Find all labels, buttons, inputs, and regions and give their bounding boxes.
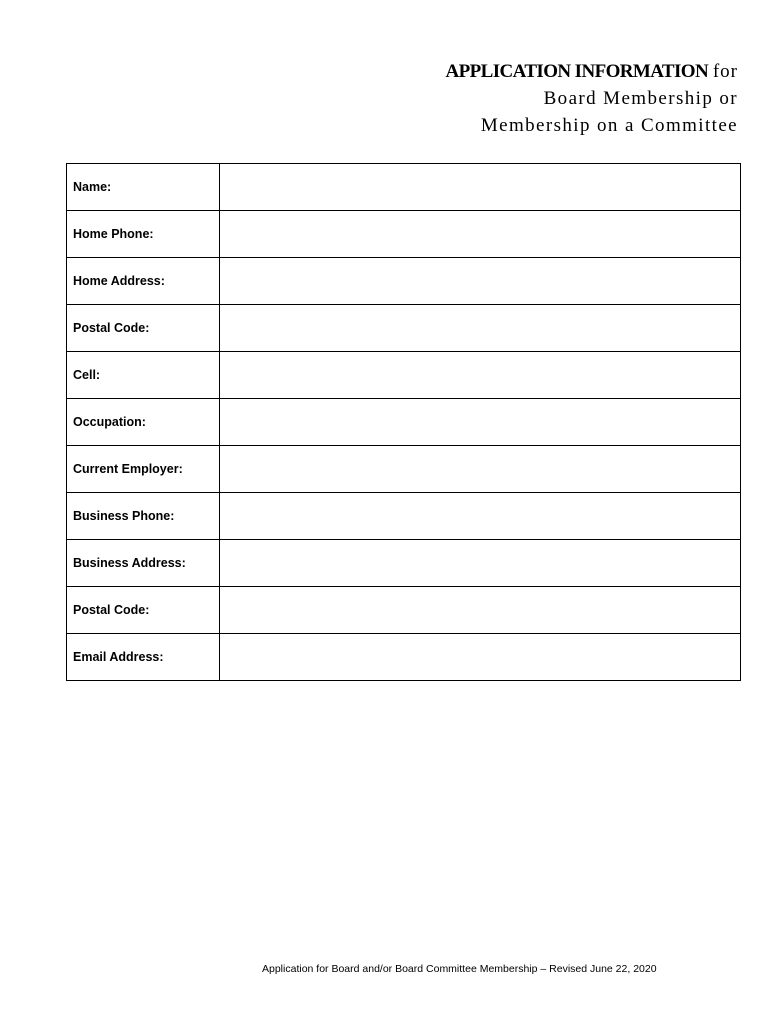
title-line-3: Membership on a Committee	[480, 115, 738, 136]
label-cell: Cell:	[67, 352, 220, 399]
label-name: Name:	[67, 164, 220, 211]
label-business-postal-code: Postal Code:	[67, 587, 220, 634]
application-form-table	[66, 163, 741, 681]
label-home-address: Home Address:	[67, 258, 220, 305]
form-row-current-employer	[67, 446, 741, 493]
title-application-information: APPLICATION INFORMATION	[445, 61, 709, 82]
form-row-home-phone	[67, 211, 741, 258]
form-row-postal-code	[67, 305, 741, 352]
form-row-business-address	[67, 540, 741, 587]
label-postal-code: Postal Code:	[67, 305, 220, 352]
field-business-postal-code[interactable]	[220, 587, 741, 634]
form-row-occupation	[67, 399, 741, 446]
field-home-phone[interactable]	[220, 211, 741, 258]
label-email-address: Email Address:	[67, 634, 220, 681]
field-email-address[interactable]	[220, 634, 741, 681]
field-business-phone[interactable]	[220, 493, 741, 540]
title-for: for	[712, 61, 738, 82]
label-business-phone: Business Phone:	[67, 493, 220, 540]
field-cell[interactable]	[220, 352, 741, 399]
label-business-address: Business Address:	[67, 540, 220, 587]
field-home-address[interactable]	[220, 258, 741, 305]
field-business-address[interactable]	[220, 540, 741, 587]
label-home-phone: Home Phone:	[67, 211, 220, 258]
label-current-employer: Current Employer:	[67, 446, 220, 493]
field-occupation[interactable]	[220, 399, 741, 446]
title-line-1	[446, 58, 739, 85]
form-row-cell	[67, 352, 741, 399]
form-row-business-postal-code	[67, 587, 741, 634]
form-row-name	[67, 164, 741, 211]
document-title	[446, 58, 739, 139]
field-postal-code[interactable]	[220, 305, 741, 352]
form-row-home-address	[67, 258, 741, 305]
label-occupation: Occupation:	[67, 399, 220, 446]
title-line-2: Board Membership or	[543, 88, 738, 109]
field-name[interactable]	[220, 164, 741, 211]
field-current-employer[interactable]	[220, 446, 741, 493]
page-footer: Application for Board and/or Board Committee Membership – Revised June 22, 2020	[262, 963, 657, 975]
form-row-business-phone	[67, 493, 741, 540]
form-row-email-address	[67, 634, 741, 681]
